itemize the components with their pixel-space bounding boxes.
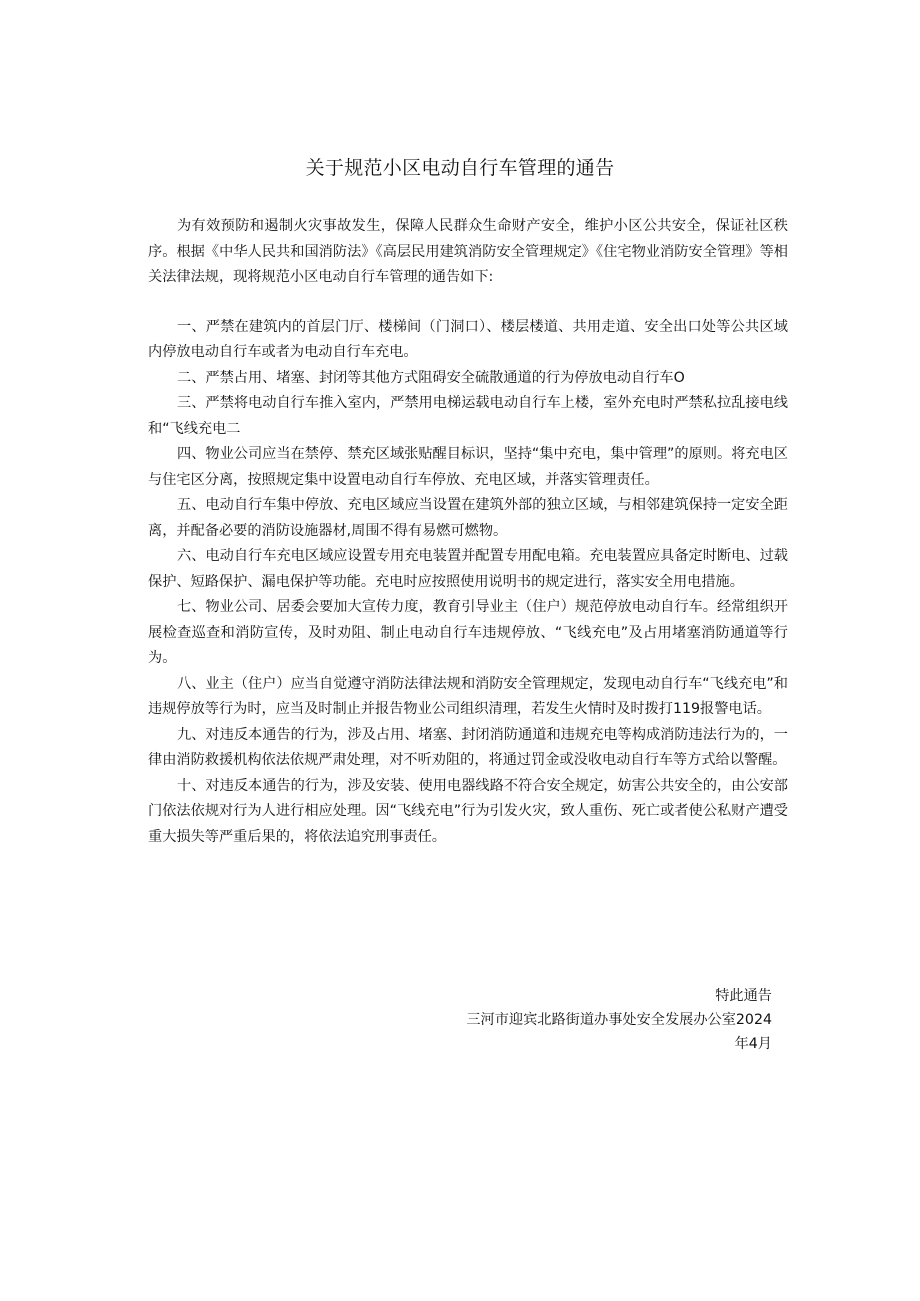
paragraph-spacer	[148, 291, 788, 315]
notice-item-7: 七、物业公司、居委会要加大宣传力度，教育引导业主（住户）规范停放电动自行车。经常组织开展检查巡查和消防宣传，及时劝阻、制止电动自行车违规停放、“飞线充电”及占用堵塞消防通道等行为。	[148, 599, 788, 666]
notice-item-10: 十、对违反本通告的行为，涉及安装、使用电器线路不符合安全规定，妨害公共安全的，由公安部门依法依规对行为人进行相应处理。因“飞线充电”行为引发火灾，致人重伤、死亡或者使公私财产遭受重大损失等严重后果的，将依法追究刑事责任。	[148, 777, 788, 845]
page-title: 关于规范小区电动自行车管理的通告	[305, 157, 615, 179]
intro-paragraph: 为有效预防和遏制火灾事故发生，保障人民群众生命财产安全，维护小区公共安全，保证社区秩序。根据《中华人民共和国消防法》《高层民用建筑消防安全管理规定》《住宅物业消防安全管理》等相关法律法规，现将规范小区电动自行车管理的通告如下:	[148, 218, 788, 285]
signature-issuer: 三河市迎宾北路街道办事处安全发展办公室2024	[466, 1012, 772, 1028]
notice-item-5: 五、电动自行车集中停放、充电区域应当设置在建筑外部的独立区域，与相邻建筑保持一定安全距离，并配备必要的消防设施器材,周围不得有易燃可燃物。	[148, 497, 788, 539]
signature-date: 年4月	[734, 1036, 772, 1052]
notice-item-9: 九、对违反本通告的行为，涉及占用、堵塞、封闭消防通道和违规充电等构成消防违法行为的，一律由消防救援机构依法依规严肃处理，对不听劝阻的，将通过罚金或没收电动自行车等方式给以警醒。	[148, 726, 788, 768]
notice-item-4: 四、物业公司应当在禁停、禁充区域张贴醒目标识，坚持“集中充电，集中管理”的原则。将充电区与住宅区分离，按照规定集中设置电动自行车停放、充电区域，并落实管理责任。	[148, 446, 788, 488]
notice-item-8: 八、业主（住户）应当自觉遵守消防法律法规和消防安全管理规定，发现电动自行车“飞线充电”和违规停放等行为时，应当及时制止并报告物业公司组织清理，若发生火情时及时拨打119报警电话。	[148, 675, 788, 717]
notice-item-1: 一、严禁在建筑内的首层门厅、楼梯间（门洞口）、楼层楼道、共用走道、安全出口处等公共区域内停放电动自行车或者为电动自行车充电。	[148, 318, 788, 360]
closing-text: 特此通告	[715, 988, 772, 1004]
notice-body	[148, 214, 788, 850]
notice-item-6: 六、电动自行车充电区域应设置专用充电装置并配置专用配电箱。充电装置应具备定时断电、过载保护、短路保护、漏电保护等功能。充电时应按照使用说明书的规定进行，落实安全用电措施。	[148, 548, 788, 590]
notice-item-2: 二、严禁占用、堵塞、封闭等其他方式阻碍安全硫散通道的行为停放电动自行车O	[177, 369, 685, 386]
notice-item-3: 三、严禁将电动自行车推入室内，严禁用电梯运载电动自行车上楼，室外充电时严禁私拉乱接电线和“飞线充电二	[148, 395, 788, 437]
closing-block	[372, 984, 772, 1056]
